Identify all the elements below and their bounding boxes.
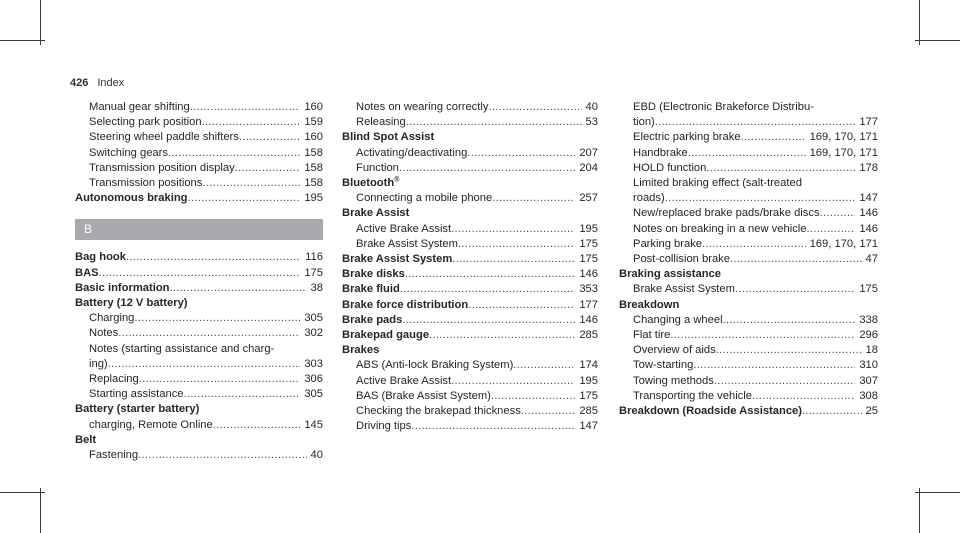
page-ref[interactable]: 40 [310, 449, 323, 462]
entry-text: Brake Assist System [356, 237, 458, 250]
entry-text: Brake Assist System [342, 253, 453, 266]
index-entry[interactable] [75, 357, 323, 372]
index-entry[interactable] [342, 298, 598, 313]
leader-dots [239, 130, 300, 145]
page-ref[interactable]: 175 [579, 237, 598, 250]
page-ref[interactable]: 53 [585, 116, 598, 129]
index-entry[interactable] [342, 237, 598, 252]
entry-text: Steering wheel paddle shifters [89, 131, 239, 144]
page-ref[interactable]: 169, 170, 171 [809, 146, 878, 159]
entry-text: Changing a wheel [633, 313, 723, 326]
entry-text: Brake force distribution [342, 298, 469, 311]
entry-text: Handbrake [633, 146, 688, 159]
entry-text: Notes [89, 327, 119, 340]
leader-dots [118, 326, 300, 341]
page-ref[interactable]: 146 [579, 313, 598, 326]
index-entry[interactable] [619, 358, 878, 373]
index-entry[interactable] [342, 222, 598, 237]
entry-text: Brake Assist System [633, 283, 735, 296]
index-entry[interactable] [619, 252, 878, 267]
leader-dots [513, 358, 575, 373]
page-ref[interactable]: 207 [579, 146, 598, 159]
leader-dots [693, 358, 855, 373]
index-entry[interactable] [619, 282, 878, 297]
entry-text: Transporting the vehicle [633, 389, 752, 402]
page-ref[interactable]: 308 [859, 389, 878, 402]
leader-dots [670, 328, 855, 343]
page-ref[interactable]: 146 [859, 207, 878, 220]
index-heading: Blind Spot Assist [342, 131, 435, 144]
page-ref[interactable]: 338 [859, 313, 878, 326]
entry-text: Notes on wearing correctly [356, 101, 489, 113]
leader-dots [468, 298, 575, 313]
index-entry[interactable] [75, 146, 323, 161]
entry-text: Parking brake [633, 237, 703, 250]
entry-text: Replacing [89, 373, 139, 386]
page-ref[interactable]: 38 [310, 281, 323, 294]
entry-text: Basic information [75, 281, 170, 294]
index-entry[interactable] [75, 266, 323, 281]
page-title: Index [97, 77, 125, 89]
index-entry[interactable] [342, 252, 598, 267]
entry-text: Notes on breaking in a new vehicle [633, 222, 807, 235]
leader-dots [688, 146, 806, 161]
leader-dots [802, 404, 862, 419]
entry-text: roads) [633, 192, 665, 205]
entry-text: Active Brake Assist [356, 222, 452, 235]
page-ref[interactable]: 25 [865, 405, 878, 418]
index-column-1 [75, 100, 323, 463]
index-entry[interactable] [342, 191, 598, 206]
crop-mark [915, 40, 960, 41]
leader-dots [134, 311, 300, 326]
leader-dots [170, 281, 307, 296]
index-entry[interactable] [342, 146, 598, 161]
heading-text: Bluetooth [342, 177, 395, 190]
index-entry[interactable] [342, 267, 598, 282]
index-heading: Brakes [342, 344, 380, 357]
page-ref[interactable]: 175 [859, 283, 878, 296]
section-letter-header: B [75, 219, 323, 240]
index-heading: Brake Assist [342, 207, 410, 220]
entry-text: Connecting a mobile phone [356, 192, 493, 205]
leader-dots [820, 206, 856, 221]
page-ref[interactable]: 285 [579, 405, 598, 418]
entry-text: Starting assistance [89, 388, 184, 401]
index-entry[interactable] [75, 100, 323, 115]
entry-text: Transmission position display [89, 161, 235, 174]
crop-mark [40, 488, 41, 533]
leader-dots [429, 328, 575, 343]
index-entry[interactable] [342, 328, 598, 343]
entry-text: charging, Remote Online [89, 418, 213, 431]
leader-dots [467, 146, 575, 161]
page-ref[interactable]: 175 [579, 389, 598, 402]
leader-dots [492, 191, 575, 206]
entry-text: Checking the brakepad thickness [356, 405, 521, 418]
leader-dots [716, 343, 862, 358]
entry-text: Switching gears [89, 146, 168, 159]
leader-dots [491, 389, 575, 404]
leader-dots [714, 374, 855, 389]
index-entry[interactable] [619, 389, 878, 404]
page-ref[interactable]: 195 [304, 192, 323, 205]
leader-dots [730, 252, 862, 267]
entry-text: Autonomous braking [75, 192, 188, 205]
leader-dots [451, 222, 575, 237]
index-heading: Braking assistance [619, 268, 721, 281]
index-entry[interactable] [75, 250, 323, 265]
leader-dots [406, 115, 582, 130]
entry-text: Fastening [89, 449, 139, 462]
entry-text: Brake fluid [342, 283, 400, 296]
page-ref[interactable]: 40 [585, 101, 598, 113]
page-ref[interactable]: 302 [304, 327, 323, 340]
page-ref[interactable]: 146 [859, 222, 878, 235]
leader-dots [405, 267, 576, 282]
entry-text-line: Notes (starting assistance and charg- [89, 342, 275, 355]
entry-text: Driving tips [356, 420, 412, 433]
index-entry[interactable] [619, 146, 878, 161]
page-ref[interactable]: 116 [305, 251, 323, 264]
leader-dots [706, 161, 855, 176]
leader-dots [400, 282, 576, 297]
entry-text: Active Brake Assist [356, 374, 452, 387]
entry-text: Brake disks [342, 268, 405, 281]
entry-text: HOLD function [633, 161, 707, 174]
page-ref[interactable]: 158 [304, 177, 323, 190]
leader-dots [108, 357, 301, 372]
entry-text: Function [356, 161, 399, 174]
crop-mark [919, 488, 920, 533]
page-ref[interactable]: 18 [865, 344, 878, 357]
index-entry[interactable] [75, 326, 323, 341]
index-entry[interactable] [342, 404, 598, 419]
leader-dots [655, 115, 856, 130]
index-entry[interactable] [619, 313, 878, 328]
leader-dots [752, 389, 855, 404]
entry-text: BAS [75, 266, 99, 279]
page-ref[interactable]: 147 [579, 420, 598, 433]
index-entry[interactable] [342, 389, 598, 404]
registered-mark: ® [394, 176, 400, 184]
entry-text: Transmission positions [89, 177, 203, 190]
index-entry[interactable] [342, 115, 598, 130]
entry-text: New/replaced brake pads/brake discs [633, 207, 820, 220]
page-ref[interactable]: 158 [304, 161, 323, 174]
leader-dots [138, 448, 306, 463]
page-ref[interactable]: 177 [859, 116, 878, 129]
page-ref[interactable]: 159 [304, 116, 323, 129]
leader-dots [402, 313, 575, 328]
index-entry[interactable] [619, 343, 878, 358]
index-entry[interactable] [619, 161, 878, 176]
page-ref[interactable]: 305 [304, 388, 323, 401]
leader-dots [213, 418, 301, 433]
index-entry[interactable] [619, 222, 878, 237]
index-entry[interactable] [75, 115, 323, 130]
index-entry[interactable] [342, 282, 598, 297]
page-number: 426 [70, 77, 89, 89]
crop-mark [915, 492, 960, 493]
index-entry[interactable] [342, 313, 598, 328]
entry-text: Tow-starting [633, 359, 694, 372]
index-entry[interactable] [619, 374, 878, 389]
entry-text: Activating/deactivating [356, 146, 468, 159]
page-ref[interactable]: 177 [579, 298, 598, 311]
index-entry[interactable] [75, 372, 323, 387]
page-ref[interactable]: 307 [859, 374, 878, 387]
leader-dots [411, 419, 575, 434]
entry-text-line: EBD (Electronic Brakeforce Distribu- [633, 101, 814, 113]
page-ref[interactable]: 160 [304, 101, 323, 113]
leader-dots [451, 374, 575, 389]
leader-dots [723, 313, 856, 328]
page-ref[interactable]: 175 [579, 253, 598, 266]
index-entry[interactable] [342, 358, 598, 373]
leader-dots [399, 161, 575, 176]
entry-text: tion) [633, 116, 655, 129]
entry-text: Post-collision brake [633, 253, 731, 266]
leader-dots [458, 237, 575, 252]
index-entry[interactable] [75, 281, 323, 296]
page-ref[interactable]: 353 [579, 283, 598, 296]
page-ref[interactable]: 195 [579, 374, 598, 387]
page-ref[interactable]: 257 [579, 192, 598, 205]
page-ref[interactable]: 296 [859, 329, 878, 342]
entry-text: Breakdown (Roadside Assistance) [619, 405, 802, 418]
entry-text: ing) [89, 357, 108, 370]
index-entry[interactable] [75, 387, 323, 402]
entry-text: Towing methods [633, 374, 714, 387]
page-ref[interactable]: 160 [304, 131, 323, 144]
entry-text: Flat tire [633, 329, 671, 342]
entry-text: Charging [89, 312, 135, 325]
page-ref[interactable]: 47 [865, 253, 878, 266]
index-entry[interactable] [75, 130, 323, 145]
page-ref[interactable]: 285 [579, 329, 598, 342]
index-entry[interactable] [619, 115, 878, 130]
index-heading: Breakdown [619, 298, 680, 311]
page-ref[interactable]: 306 [304, 373, 323, 386]
index-entry[interactable] [75, 418, 323, 433]
page-ref[interactable]: 175 [304, 266, 323, 279]
index-entry[interactable] [342, 100, 598, 115]
index-heading: Battery (12 V battery) [75, 297, 188, 310]
page-ref[interactable]: 169, 170, 171 [809, 237, 878, 250]
crop-mark [0, 492, 45, 493]
page-ref[interactable]: 204 [579, 161, 598, 174]
leader-dots [741, 130, 806, 145]
crop-mark [0, 40, 45, 41]
index-entry[interactable] [342, 161, 598, 176]
leader-dots [168, 146, 300, 161]
crop-mark [40, 0, 41, 45]
index-entry[interactable] [342, 374, 598, 389]
leader-dots [488, 100, 581, 115]
page-ref[interactable]: 146 [579, 268, 598, 281]
entry-text: Overview of aids [633, 344, 716, 357]
leader-dots [184, 387, 301, 402]
index-entry[interactable] [75, 176, 323, 191]
leader-dots [665, 191, 856, 206]
index-column-2 [342, 100, 598, 434]
page-ref[interactable]: 305 [304, 312, 323, 325]
page-header [70, 77, 124, 89]
index-heading [342, 176, 598, 191]
leader-dots [735, 282, 855, 297]
page-ref[interactable]: 310 [859, 359, 878, 372]
page-ref[interactable]: 145 [304, 418, 323, 431]
index-entry[interactable] [619, 206, 878, 221]
entry-text: Bag hook [75, 251, 126, 264]
leader-dots [202, 176, 300, 191]
entry-text: Releasing [356, 116, 406, 129]
index-entry[interactable] [75, 161, 323, 176]
index-entry[interactable] [619, 404, 878, 419]
leader-dots [452, 252, 575, 267]
page-ref[interactable]: 174 [579, 359, 598, 372]
entry-text: Selecting park position [89, 116, 202, 129]
entry-text: Brake pads [342, 313, 403, 326]
index-entry[interactable] [619, 130, 878, 145]
leader-dots [188, 191, 301, 206]
entry-text: Manual gear shifting [89, 101, 190, 113]
index-entry[interactable] [75, 191, 323, 206]
entry-text-line: Limited braking effect (salt-treated [633, 177, 802, 190]
leader-dots [139, 372, 301, 387]
index-entry[interactable] [342, 419, 598, 434]
leader-dots [202, 115, 301, 130]
leader-dots [235, 161, 301, 176]
index-entry[interactable] [75, 311, 323, 326]
entry-text: BAS (Brake Assist System) [356, 389, 491, 402]
leader-dots [807, 222, 856, 237]
page-ref[interactable]: 169, 170, 171 [809, 131, 878, 144]
page-ref[interactable]: 178 [859, 161, 878, 174]
index-column-3 [619, 100, 878, 419]
page-ref[interactable]: 158 [304, 146, 323, 159]
leader-dots [126, 250, 301, 265]
entry-text: Brakepad gauge [342, 329, 430, 342]
index-entry[interactable] [619, 191, 878, 206]
page-ref[interactable]: 195 [579, 222, 598, 235]
entry-text: Electric parking brake [633, 131, 741, 144]
leader-dots [190, 100, 301, 115]
entry-text: ABS (Anti-lock Braking System) [356, 359, 514, 372]
index-heading: Belt [75, 433, 97, 446]
crop-mark [919, 0, 920, 45]
leader-dots [521, 404, 576, 419]
index-entry[interactable] [619, 328, 878, 343]
leader-dots [702, 237, 806, 252]
leader-dots [99, 266, 301, 281]
page-ref[interactable]: 147 [859, 192, 878, 205]
page-ref[interactable]: 303 [304, 357, 323, 370]
index-entry[interactable] [75, 448, 323, 463]
index-heading: Battery (starter battery) [75, 403, 200, 416]
index-entry[interactable] [619, 237, 878, 252]
